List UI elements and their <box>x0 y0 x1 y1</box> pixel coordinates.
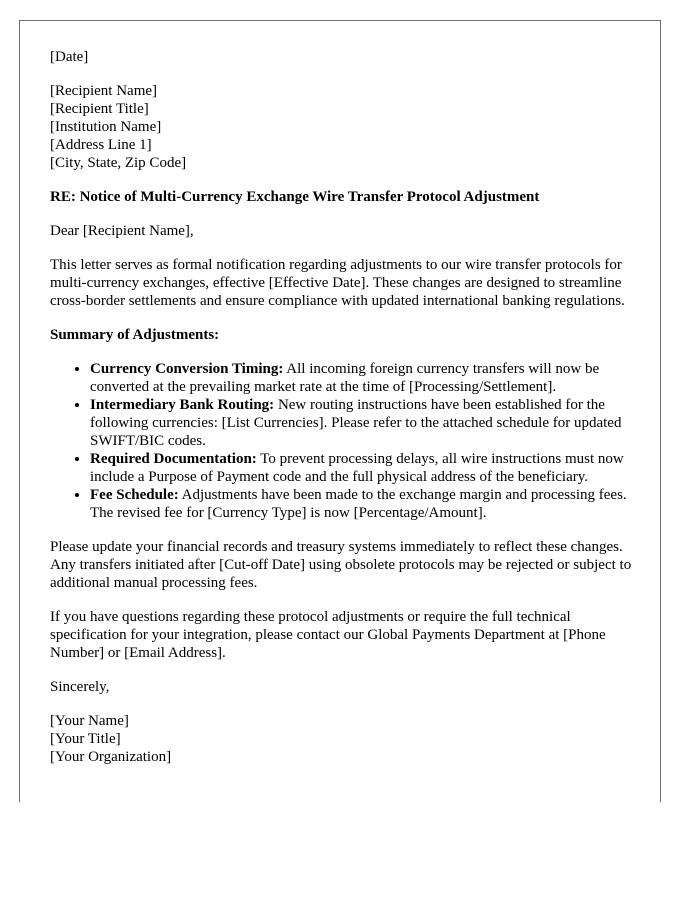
recipient-address: [Address Line 1] <box>50 137 152 153</box>
salutation: Dear [Recipient Name], <box>50 223 194 239</box>
adjustment-text: All incoming foreign currency transfers will now be converted at the prevailing market rate at the time of [Processing/Settlement]. <box>90 361 600 395</box>
contact-paragraph: If you have questions regarding these protocol adjustments or require the full technical specification for your integration, please contact our Global Payments Department at [Phone Number] or [Email Address]. <box>50 609 606 661</box>
recipient-city: [City, State, Zip Code] <box>50 155 187 171</box>
adjustment-text: Adjustments have been made to the exchange margin and processing fees. The revised fee for [Currency Type] is now [Percentage/Amount]. <box>90 487 627 521</box>
adjustment-term: Intermediary Bank Routing: <box>90 397 275 413</box>
intro-paragraph: This letter serves as formal notification regarding adjustments to our wire transfer protocols for multi-currency exchanges, effective [Effective Date]. These changes are designed to streamline cross-border settlements and ensure compliance with updated international banking regulations. <box>50 257 625 309</box>
subject-line: RE: Notice of Multi-Currency Exchange Wire Transfer Protocol Adjustment <box>50 189 540 205</box>
letter-date: [Date] <box>50 49 89 65</box>
signature-title: [Your Title] <box>50 731 121 747</box>
adjustment-term: Currency Conversion Timing: <box>90 361 284 377</box>
closing: Sincerely, <box>50 679 110 695</box>
list-item <box>90 450 635 486</box>
letter-page <box>19 20 661 802</box>
recipient-block <box>50 82 635 172</box>
letter-body <box>50 48 635 782</box>
date-block <box>50 48 635 66</box>
signature-block <box>50 712 635 766</box>
list-item <box>90 396 635 450</box>
recipient-title: [Recipient Title] <box>50 101 149 117</box>
list-item <box>90 486 635 522</box>
adjustment-text: New routing instructions have been established for the following currencies: [List Currencies]. Please refer to the attached schedule for updated SWIFT/BIC codes. <box>90 397 622 449</box>
adjustment-term: Required Documentation: <box>90 451 257 467</box>
adjustments-list <box>50 360 635 522</box>
adjustment-text: To prevent processing delays, all wire instructions must now include a Purpose of Payment code and the full physical address of the beneficiary. <box>90 451 624 485</box>
summary-heading: Summary of Adjustments: <box>50 327 220 343</box>
recipient-institution: [Institution Name] <box>50 119 162 135</box>
signature-name: [Your Name] <box>50 713 129 729</box>
recipient-name: [Recipient Name] <box>50 83 158 99</box>
adjustment-term: Fee Schedule: <box>90 487 179 503</box>
update-paragraph: Please update your financial records and treasury systems immediately to reflect these changes. Any transfers initiated after [Cut-off Date] using obsolete protocols may be rejected or subject to additional manual processing fees. <box>50 539 632 591</box>
signature-organization: [Your Organization] <box>50 749 172 765</box>
list-item <box>90 360 635 396</box>
